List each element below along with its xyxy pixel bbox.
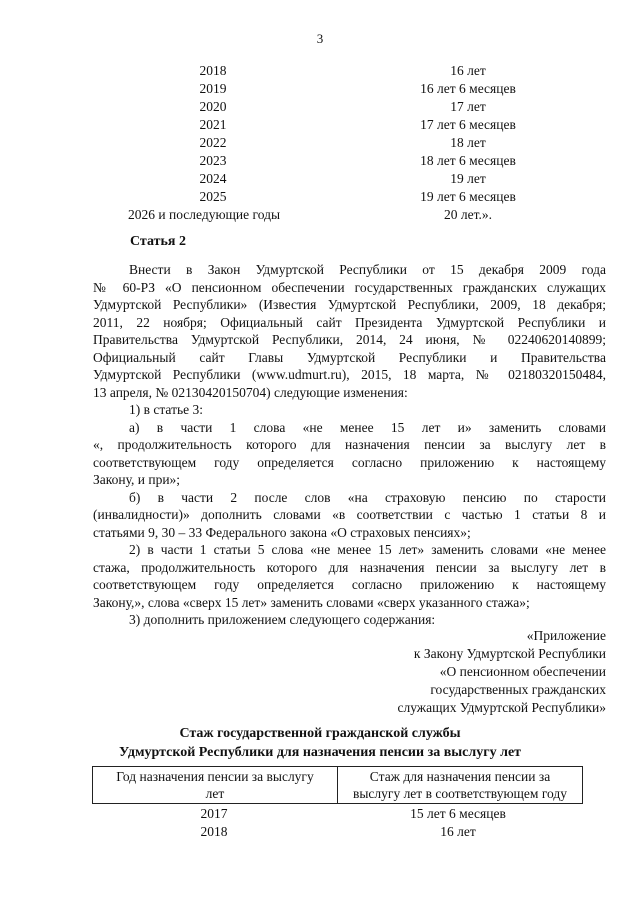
- header-text: Год назначения пенсии за выслугу: [116, 769, 314, 784]
- header-text: выслугу лет в соответствующем году: [352, 786, 568, 801]
- table-cell-term: 15 лет 6 месяцев: [410, 806, 506, 821]
- schedule-term: 20 лет.».: [444, 207, 492, 222]
- column-header-term: [338, 767, 583, 804]
- appendix-line: государственных гражданских: [430, 682, 606, 697]
- schedule-term: 19 лет: [450, 171, 486, 186]
- schedule-term: 18 лет 6 месяцев: [420, 153, 516, 168]
- schedule-year: 2025: [199, 189, 227, 204]
- schedule-term: 16 лет: [450, 63, 486, 78]
- text-line: статьями 9, 30 – 33 Федерального закона «О страховых пенсиях»;: [93, 524, 471, 540]
- text-line: б) в части 2 после слов «на страховую пенсию по старости: [129, 489, 606, 505]
- text-line: 13 апреля, № 02130420150704) следующие изменения:: [93, 384, 408, 400]
- schedule-term: 16 лет 6 месяцев: [420, 81, 516, 96]
- appendix-line: служащих Удмуртской Республики»: [397, 700, 606, 715]
- text-line: стажа, продолжительность которого для назначения пенсии за выслугу лет в: [93, 559, 606, 575]
- text-line: Удмуртской Республики» (Известия Удмуртской Республики, 2009, 18 декабря;: [93, 297, 606, 312]
- text-line: соответствующем году определяется согласно приложению к настоящему: [93, 577, 606, 592]
- text-line: а) в части 1 слова «не менее 15 лет и» заменить словами: [129, 419, 606, 435]
- schedule-year: 2018: [199, 63, 227, 78]
- item-3: 3) дополнить приложением следующего содержания:: [129, 612, 436, 627]
- schedule-year: 2026 и последующие годы: [128, 207, 281, 222]
- column-header-year: [93, 767, 338, 804]
- schedule-year: 2024: [199, 171, 227, 186]
- text-line: Официальный сайт Главы Удмуртской Республики и Правительства: [93, 349, 606, 365]
- schedule-year: 2021: [199, 117, 227, 132]
- text-line: Внести в Закон Удмуртской Республики от 15 декабря 2009 года: [129, 262, 606, 277]
- page-number: 3: [316, 31, 324, 46]
- table-cell-term: 16 лет: [440, 824, 476, 839]
- appendix-line: «Приложение: [526, 628, 606, 643]
- item-1: 1) в статье 3:: [129, 402, 203, 417]
- schedule-year: 2022: [199, 135, 227, 150]
- text-line: (инвалидности)» дополнить словами «в соответствии с частью 1 статьи 8 и: [93, 507, 606, 522]
- schedule-year: 2023: [199, 153, 227, 168]
- schedule-year: 2019: [199, 81, 227, 96]
- article-body: [93, 261, 606, 629]
- table-title-line: Стаж государственной гражданской службы: [179, 726, 461, 741]
- table-cell-year: 2017: [200, 806, 228, 821]
- text-line: 2011, 22 ноября; Официальный сайт Президента Удмуртской Республики и: [93, 314, 606, 330]
- schedule-year: 2020: [199, 99, 227, 114]
- text-line: 2) в части 1 статьи 5 слова «не менее 15 лет» заменить словами «не менее: [129, 542, 606, 557]
- text-line: «, продолжительность которого для назначения пенсии за выслугу лет в: [93, 437, 606, 452]
- header-text: лет: [205, 786, 225, 801]
- appendix-header: [397, 627, 606, 717]
- schedule-term: 17 лет 6 месяцев: [420, 117, 516, 132]
- appendix-line: к Закону Удмуртской Республики: [413, 646, 606, 661]
- schedule-term: 17 лет: [450, 99, 486, 114]
- header-text: Стаж для назначения пенсии за: [369, 769, 551, 784]
- text-line: Правительства Удмуртской Республики, 2014, 24 июня, № 02240620140899;: [93, 332, 606, 347]
- table-title-line: Удмуртской Республики для назначения пенсии за выслугу лет: [118, 745, 522, 760]
- text-line: соответствующем году определяется согласно приложению к настоящему: [93, 454, 606, 470]
- stazh-table: [92, 766, 583, 804]
- appendix-line: «О пенсионном обеспечении: [439, 664, 606, 679]
- text-line: Закону, и при»;: [93, 472, 181, 487]
- text-line: Закону,», слова «сверх 15 лет» заменить словами «сверх указанного стажа»;: [93, 594, 530, 610]
- text-line: Удмуртской Республики (www.udmurt.ru), 2015, 18 марта, № 02180320150484,: [93, 367, 606, 382]
- schedule-term: 18 лет: [450, 135, 486, 150]
- schedule-term: 19 лет 6 месяцев: [420, 189, 516, 204]
- table-cell-year: 2018: [200, 824, 228, 839]
- text-line: № 60-РЗ «О пенсионном обеспечении государственных гражданских служащих: [93, 279, 606, 295]
- article-heading: Статья 2: [130, 234, 186, 249]
